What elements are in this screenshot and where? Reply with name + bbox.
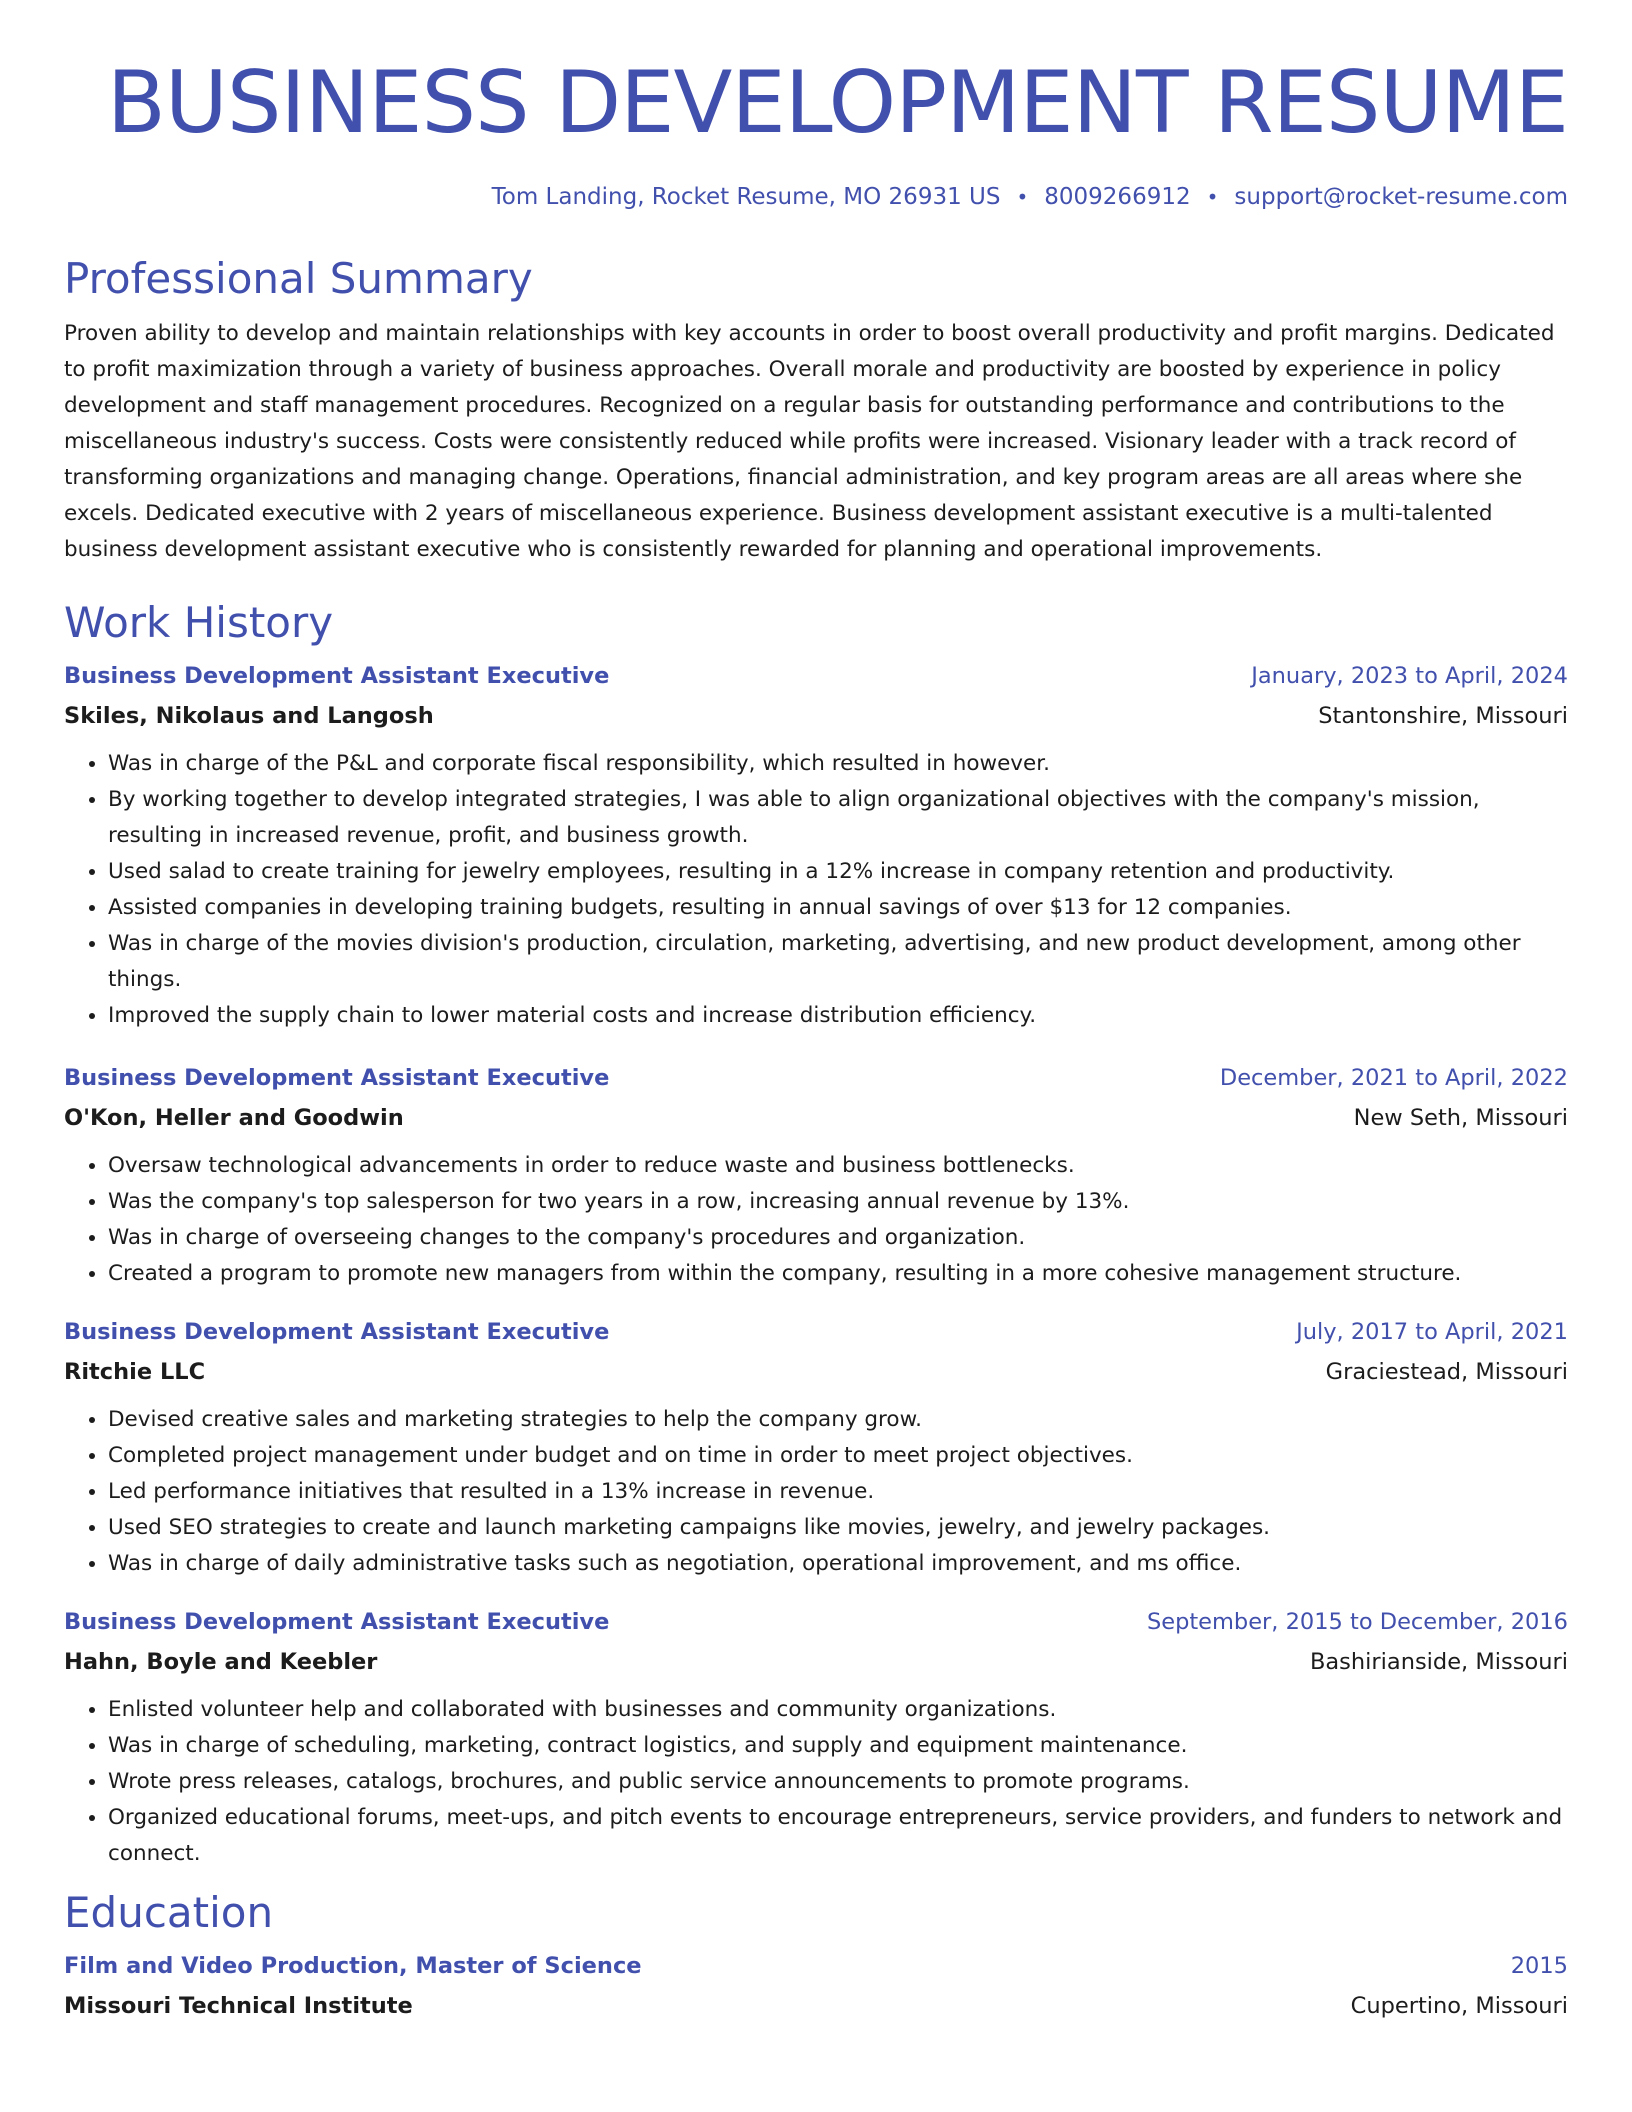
resume-title: BUSINESS DEVELOPMENT RESUME bbox=[106, 53, 1568, 153]
job-bullet: • Wrote press releases, catalogs, brochures, and public service announcements to promote programs. bbox=[108, 1764, 1568, 1800]
job-header-row bbox=[64, 1058, 1568, 1098]
education-entry bbox=[64, 1946, 1568, 2026]
job-entry bbox=[64, 656, 1568, 1034]
job-bullet: • Devised creative sales and marketing strategies to help the company grow. bbox=[108, 1402, 1568, 1438]
job-bullet: • Assisted companies in developing training budgets, resulting in annual savings of over $13 for 12 companies. bbox=[108, 890, 1568, 926]
contact-separator: • bbox=[1206, 185, 1219, 209]
job-title: Business Development Assistant Executive bbox=[64, 663, 610, 689]
job-header-row bbox=[64, 1312, 1568, 1352]
job-company: Hahn, Boyle and Keebler bbox=[64, 1649, 378, 1675]
job-location: Bashirianside, Missouri bbox=[1309, 1649, 1568, 1675]
contact-address: Tom Landing, Rocket Resume, MO 26931 US bbox=[491, 184, 1001, 210]
job-bullet: • Completed project management under budget and on time in order to meet project objectives. bbox=[108, 1438, 1568, 1474]
job-bullet: • Enlisted volunteer help and collaborated with businesses and community organizations. bbox=[108, 1692, 1568, 1728]
job-bullet: • Was the company's top salesperson for two years in a row, increasing annual revenue by 13%. bbox=[108, 1184, 1568, 1220]
education-school-row bbox=[64, 1986, 1568, 2026]
job-dates: January, 2023 to April, 2024 bbox=[1251, 663, 1568, 689]
job-header-row bbox=[64, 1602, 1568, 1642]
job-company: O'Kon, Heller and Goodwin bbox=[64, 1105, 404, 1131]
education-degree: Film and Video Production, Master of Science bbox=[64, 1953, 642, 1979]
job-dates: July, 2017 to April, 2021 bbox=[1296, 1319, 1568, 1345]
job-location: Graciestead, Missouri bbox=[1325, 1359, 1568, 1385]
job-bullets bbox=[64, 746, 1568, 1034]
education-location: Cupertino, Missouri bbox=[1350, 1993, 1568, 2019]
job-location: New Seth, Missouri bbox=[1353, 1105, 1568, 1131]
job-entry bbox=[64, 1058, 1568, 1292]
job-bullet: • Was in charge of the P&L and corporate fiscal responsibility, which resulted in however. bbox=[108, 746, 1568, 782]
job-bullet: • Was in charge of scheduling, marketing, contract logistics, and supply and equipment maintenance. bbox=[108, 1728, 1568, 1764]
job-bullet: • Was in charge of overseeing changes to the company's procedures and organization. bbox=[108, 1220, 1568, 1256]
education-heading: Education bbox=[64, 1888, 274, 1937]
job-bullet: • Organized educational forums, meet-ups, and pitch events to encourage entrepreneurs, service providers, and funders to network and connect. bbox=[108, 1800, 1568, 1872]
job-header-row bbox=[64, 656, 1568, 696]
job-title: Business Development Assistant Executive bbox=[64, 1609, 610, 1635]
job-company-row bbox=[64, 1352, 1568, 1392]
job-bullet: • Oversaw technological advancements in order to reduce waste and business bottlenecks. bbox=[108, 1148, 1568, 1184]
job-bullet: • Created a program to promote new managers from within the company, resulting in a more cohesive management structure. bbox=[108, 1256, 1568, 1292]
summary-text: Proven ability to develop and maintain relationships with key accounts in order to boost overall productivity and profit margins. Dedicated to profit maximization through a variety of business approaches. Overall morale and productivity are boosted by experience in policy development and staff management procedures. Recognized on a regular basis for outstanding performance and contributions to the miscellaneous industry's success. Costs were consistently reduced while profits were increased. Visionary leader with a track record of transforming organizations and managing change. Operations, financial administration, and key program areas are all areas where she excels. Dedicated executive with 2 years of miscellaneous experience. Business development assistant executive is a multi-talented business development assistant executive who is consistently rewarded for planning and operational improvements. bbox=[64, 321, 1555, 562]
resume-page bbox=[64, 48, 1568, 2026]
education-school: Missouri Technical Institute bbox=[64, 1993, 413, 2019]
education-header-row bbox=[64, 1946, 1568, 1986]
contact-email: support@rocket-resume.com bbox=[1234, 184, 1568, 210]
job-company: Skiles, Nikolaus and Langosh bbox=[64, 703, 434, 729]
summary-heading: Professional Summary bbox=[64, 254, 533, 303]
job-entry bbox=[64, 1602, 1568, 1872]
education-year: 2015 bbox=[1510, 1953, 1568, 1979]
job-title: Business Development Assistant Executive bbox=[64, 1319, 610, 1345]
job-bullet: • Led performance initiatives that resulted in a 13% increase in revenue. bbox=[108, 1474, 1568, 1510]
job-bullets bbox=[64, 1692, 1568, 1872]
job-dates: December, 2021 to April, 2022 bbox=[1219, 1065, 1568, 1091]
contact-separator: • bbox=[1016, 185, 1029, 209]
job-company-row bbox=[64, 1642, 1568, 1682]
job-company-row bbox=[64, 696, 1568, 736]
job-company: Ritchie LLC bbox=[64, 1359, 206, 1385]
job-bullets bbox=[64, 1148, 1568, 1292]
work-history-heading: Work History bbox=[64, 598, 334, 647]
job-entry bbox=[64, 1312, 1568, 1582]
contact-phone: 8009266912 bbox=[1044, 184, 1191, 210]
job-bullet: • By working together to develop integrated strategies, I was able to align organizational objectives with the company's mission, resulting in increased revenue, profit, and business growth. bbox=[108, 782, 1568, 854]
job-title: Business Development Assistant Executive bbox=[64, 1065, 610, 1091]
job-company-row bbox=[64, 1098, 1568, 1138]
job-bullet: • Was in charge of daily administrative tasks such as negotiation, operational improvement, and ms office. bbox=[108, 1546, 1568, 1582]
job-dates: September, 2015 to December, 2016 bbox=[1146, 1609, 1568, 1635]
job-bullet: • Was in charge of the movies division's production, circulation, marketing, advertising, and new product development, among other things. bbox=[108, 926, 1568, 998]
job-location: Stantonshire, Missouri bbox=[1318, 703, 1568, 729]
job-bullet: • Improved the supply chain to lower material costs and increase distribution efficiency. bbox=[108, 998, 1568, 1034]
job-bullet: • Used salad to create training for jewelry employees, resulting in a 12% increase in company retention and productivity. bbox=[108, 854, 1568, 890]
job-bullet: • Used SEO strategies to create and launch marketing campaigns like movies, jewelry, and jewelry packages. bbox=[108, 1510, 1568, 1546]
contact-line bbox=[64, 182, 1568, 212]
job-bullets bbox=[64, 1402, 1568, 1582]
